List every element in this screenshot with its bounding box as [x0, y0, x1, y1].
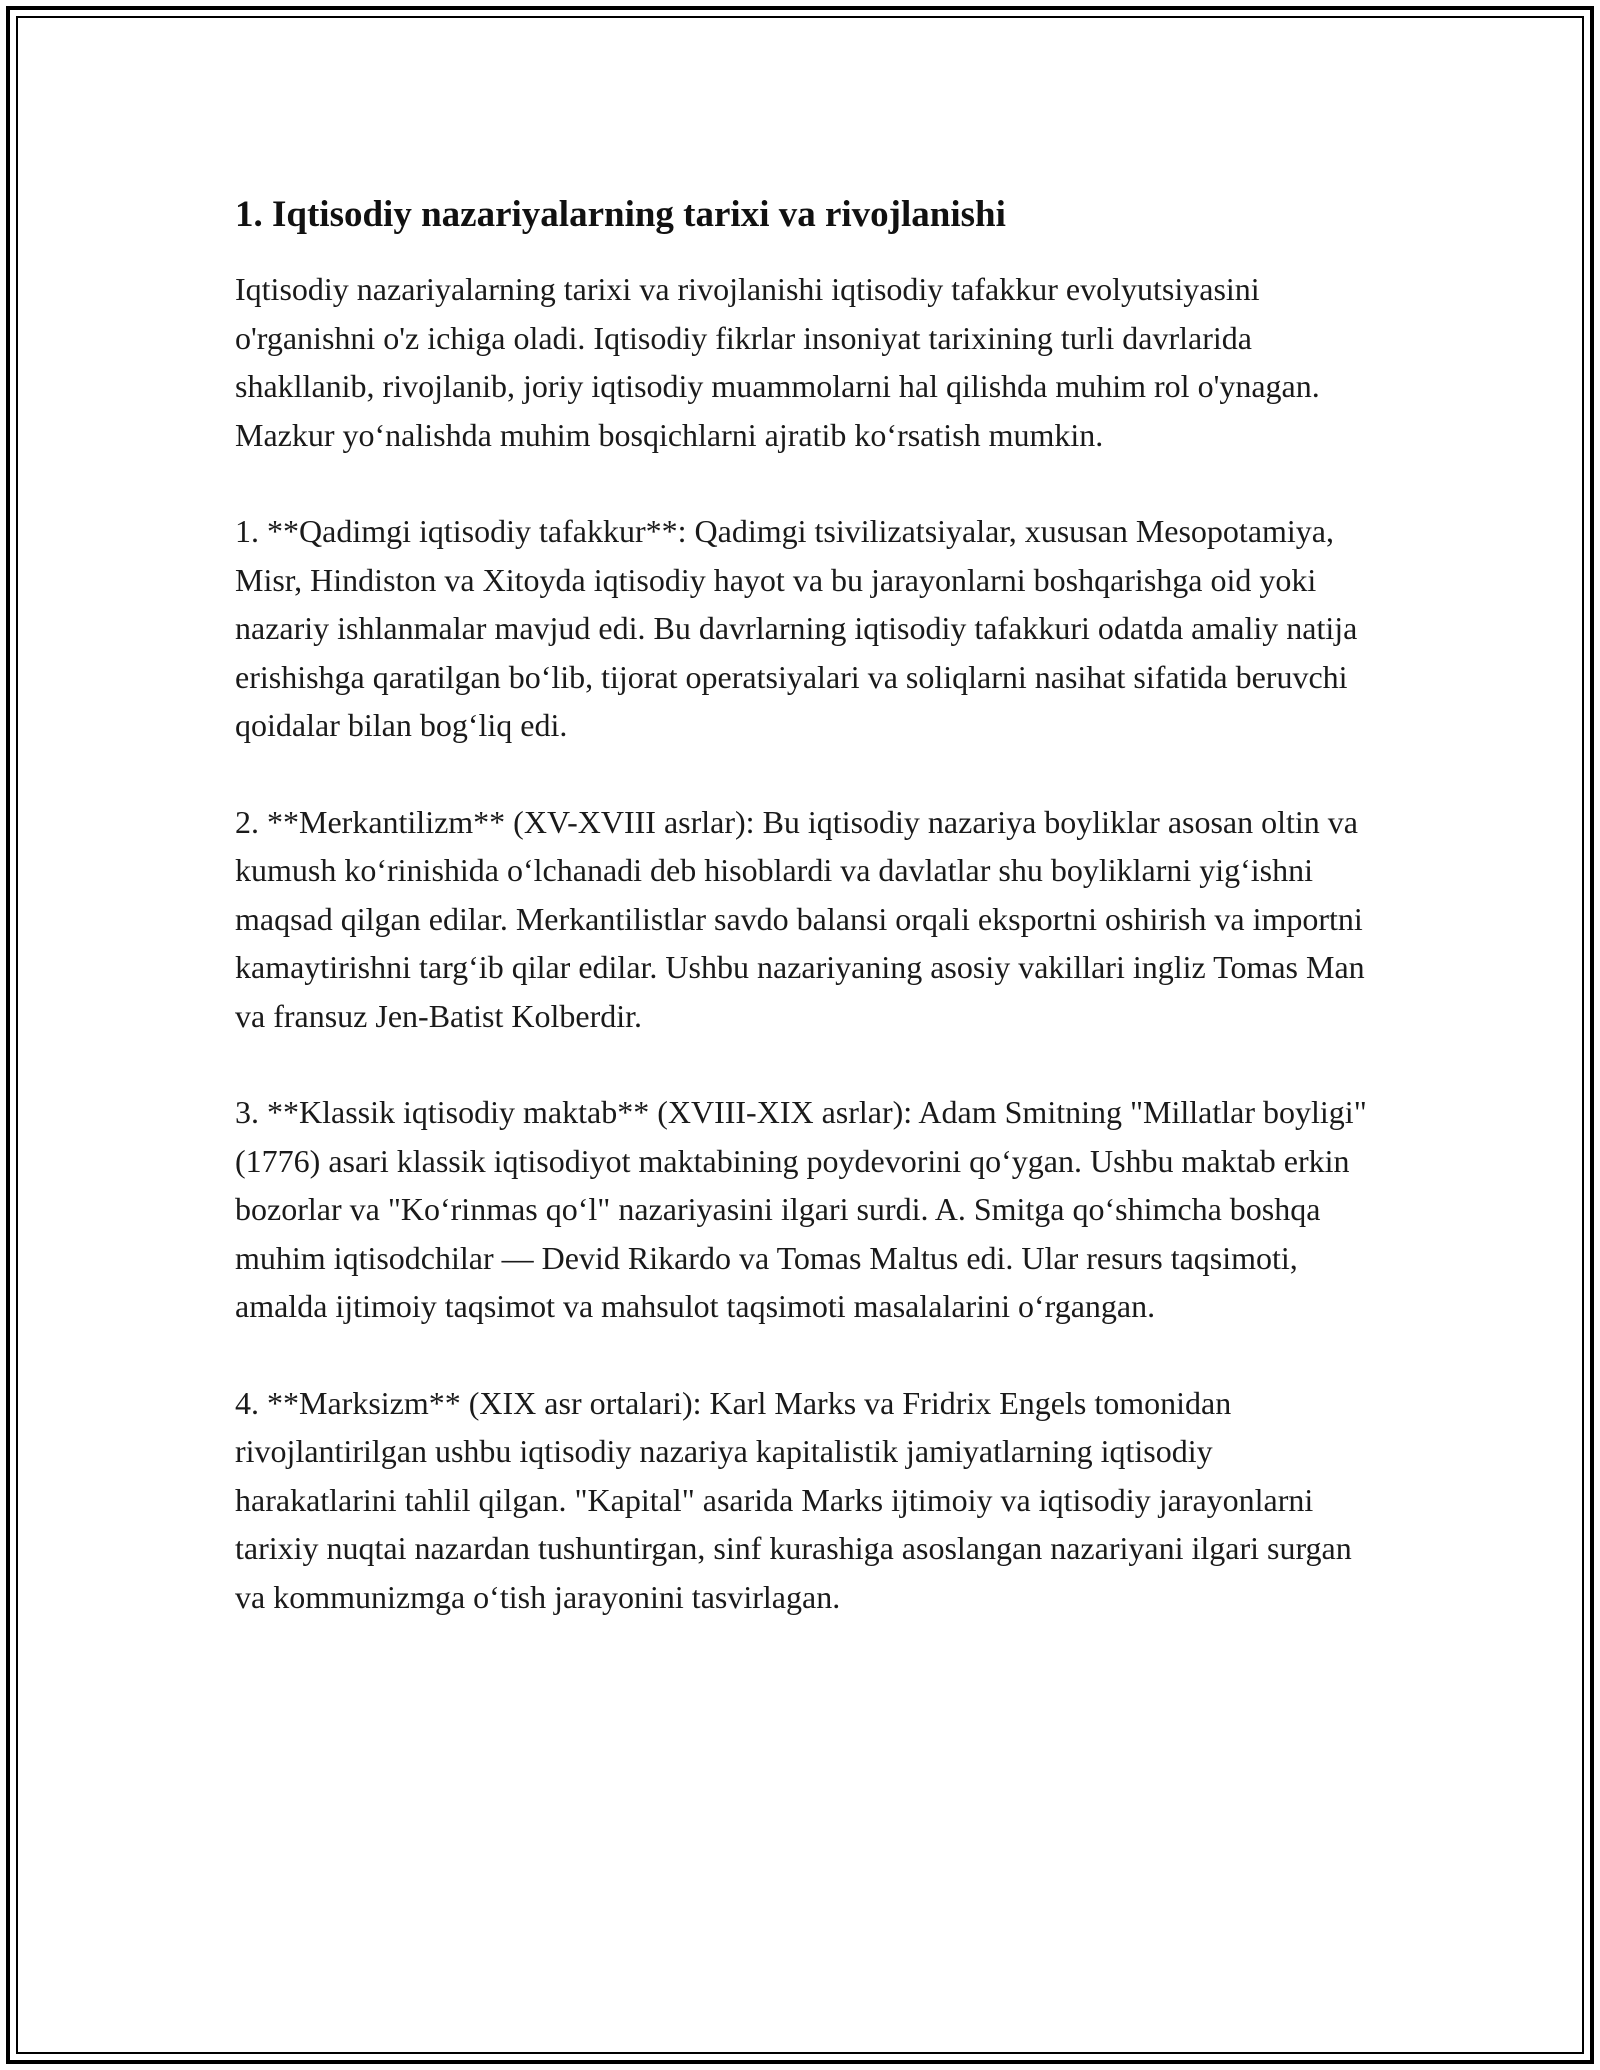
paragraph-classical-school: 3. **Klassik iqtisodiy maktab** (XVIII-XIX asrlar): Adam Smitning "Millatlar boyligi" (1776) asari klassik iqtisodiyot maktabining poydevorini qo‘ygan. Ushbu maktab erkin bozorlar va "Ko‘rinmas qo‘l" nazariyasini ilgari surdi. A. Smitga qo‘shimcha boshqa muhim iqtisodchilar — Devid Rikardo va Tomas Maltus edi. Ular resurs taqsimoti, amalda ijtimoiy taqsimot va mahsulot taqsimoti masalalarini o‘rgangan.	[235, 1094, 1367, 1324]
intro-paragraph: Iqtisodiy nazariyalarning tarixi va rivojlanishi iqtisodiy tafakkur evolyutsiyasini o'rganishni o'z ichiga oladi. Iqtisodiy fikrlar insoniyat tarixining turli davrlarida shakllanib, rivojlanib, joriy iqtisodiy muammolarni hal qilishda muhim rol o'ynagan. Mazkur yo‘nalishda muhim bosqichlarni ajratib ko‘rsatish mumkin.	[235, 271, 1320, 453]
paragraph-mercantilism: 2. **Merkantilizm** (XV-XVIII asrlar): Bu iqtisodiy nazariya boyliklar asosan oltin va kumush ko‘rinishida o‘lchanadi deb hisoblardi va davlatlar shu boyliklarni yig‘ishni maqsad qilgan edilar. Merkantilistlar savdo balansi orqali eksportni oshirish va importni kamaytirishni targ‘ib qilar edilar. Ushbu nazariyaning asosiy vakillari ingliz Tomas Man va fransuz Jen-Batist Kolberdir.	[235, 803, 1365, 1034]
section-title: 1. Iqtisodiy nazariyalarning tarixi va rivojlanishi	[235, 194, 1006, 235]
document-body	[235, 187, 1375, 1669]
paragraph-marxism: 4. **Marksizm** (XIX asr ortalari): Karl Marks va Fridrix Engels tomonidan rivojlantirilgan ushbu iqtisodiy nazariya kapitalistik jamiyatlarning iqtisodiy harakatlarini tahlil qilgan. "Kapital" asarida Marks ijtimoiy va iqtisodiy jarayonlarni tarixiy nuqtai nazardan tushuntirgan, sinf kurashiga asoslangan nazariyani ilgari surgan va kommunizmga o‘tish jarayonini tasvirlagan.	[235, 1384, 1352, 1615]
paragraph-ancient-economic-thought: 1. **Qadimgi iqtisodiy tafakkur**: Qadimgi tsivilizatsiyalar, xususan Mesopotamiya, Misr, Hindiston va Xitoyda iqtisodiy hayot va bu jarayonlarni boshqarishga oid yoki nazariy ishlanmalar mavjud edi. Bu davrlarning iqtisodiy tafakkuri odatda amaliy natija erishishga qaratilgan bo‘lib, tijorat operatsiyalari va soliqlarni nasihat sifatida beruvchi qoidalar bilan bog‘liq edi.	[235, 513, 1358, 743]
